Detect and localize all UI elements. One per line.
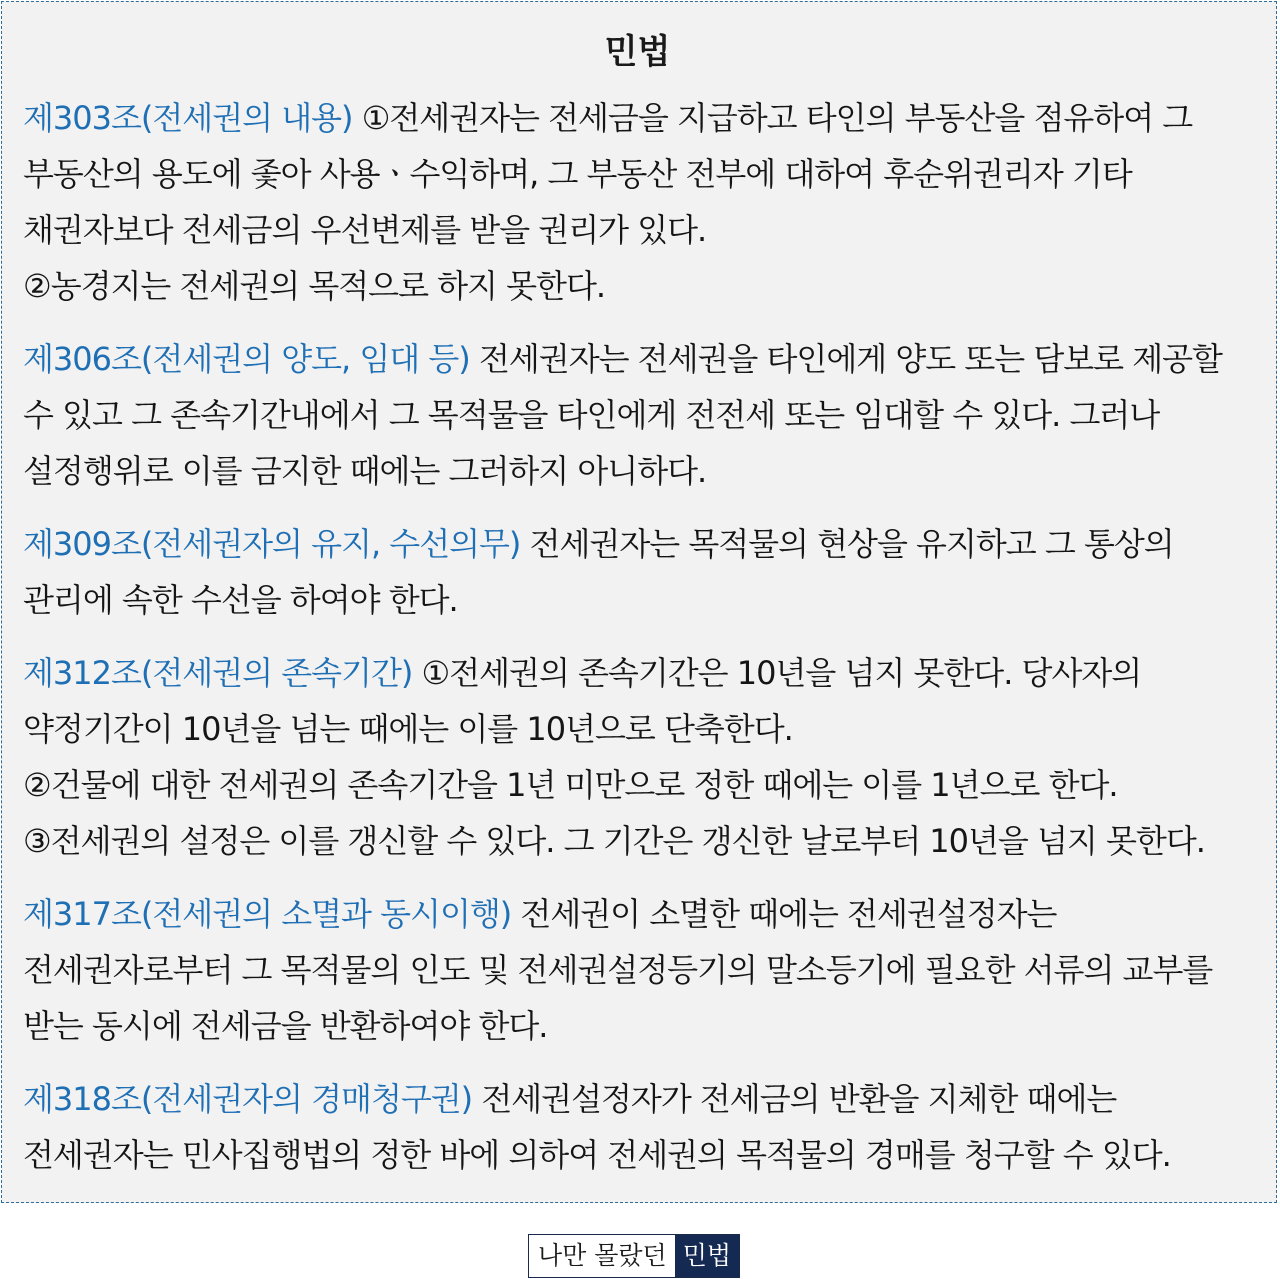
article-text: 전세권자는 전세권을 타인에게 양도 또는 담보로 제공할 수 있고 그 존속기간내에서 그 목적물을 타인에게 전전세 또는 임대할 수 있다. 그러나 설정행위로 이를 금지한 때에는 그러하지 아니하다. [23, 340, 1222, 490]
article-heading: 제312조(전세권의 존속기간) [23, 654, 413, 692]
brand-label [528, 1234, 740, 1278]
article-306 [23, 331, 1252, 499]
article-text: ①전세권의 존속기간은 10년을 넘지 못한다. 당사자의 약정기간이 10년을 넘는 때에는 이를 10년으로 단축한다. [23, 654, 1142, 748]
brand-label-left: 나만 몰랐던 [529, 1235, 675, 1277]
document-title: 민법 [604, 32, 671, 72]
article-text: 전세권설정자가 전세금의 반환을 지체한 때에는 전세권자는 민사집행법의 정한 바에 의하여 전세권의 목적물의 경매를 청구할 수 있다. [23, 1080, 1171, 1174]
article-text: 전세권자는 목적물의 현상을 유지하고 그 통상의 관리에 속한 수선을 하여야 한다. [23, 525, 1174, 619]
article-paragraph: ②건물에 대한 전세권의 존속기간을 1년 미만으로 정한 때에는 이를 1년으로 한다. [23, 766, 1118, 804]
article-312 [23, 645, 1252, 869]
article-paragraph [23, 1071, 1252, 1183]
article-heading: 제306조(전세권의 양도, 임대 등) [23, 340, 470, 378]
article-text: 전세권이 소멸한 때에는 전세권설정자는 전세권자로부터 그 목적물의 인도 및 전세권설정등기의 말소등기에 필요한 서류의 교부를 받는 동시에 전세금을 반환하여야 한다. [23, 895, 1213, 1045]
article-317 [23, 886, 1252, 1054]
article-paragraph [23, 90, 1252, 258]
brand-label-right: 민법 [675, 1235, 739, 1277]
article-paragraph [23, 516, 1252, 628]
article-paragraph: ③전세권의 설정은 이를 갱신할 수 있다. 그 기간은 갱신한 날로부터 10년을 넘지 못한다. [23, 822, 1205, 860]
article-paragraph: ②농경지는 전세권의 목적으로 하지 못한다. [23, 267, 606, 305]
article-303 [23, 90, 1252, 314]
article-heading: 제309조(전세권자의 유지, 수선의무) [23, 525, 521, 563]
article-paragraph [23, 331, 1252, 499]
article-text: ①전세권자는 전세금을 지급하고 타인의 부동산을 점유하여 그 부동산의 용도에 좇아 사용ㆍ수익하며, 그 부동산 전부에 대하여 후순위권리자 기타 채권자보다 전세금의 우선변제를 받을 권리가 있다. [23, 99, 1193, 249]
article-paragraph [23, 886, 1252, 1054]
article-paragraph [23, 645, 1252, 757]
article-heading: 제317조(전세권의 소멸과 동시이행) [23, 895, 512, 933]
article-318 [23, 1071, 1252, 1183]
article-309 [23, 516, 1252, 628]
article-heading: 제318조(전세권자의 경매청구권) [23, 1080, 473, 1118]
law-text-box [1, 1, 1277, 1203]
article-heading: 제303조(전세권의 내용) [23, 99, 353, 137]
